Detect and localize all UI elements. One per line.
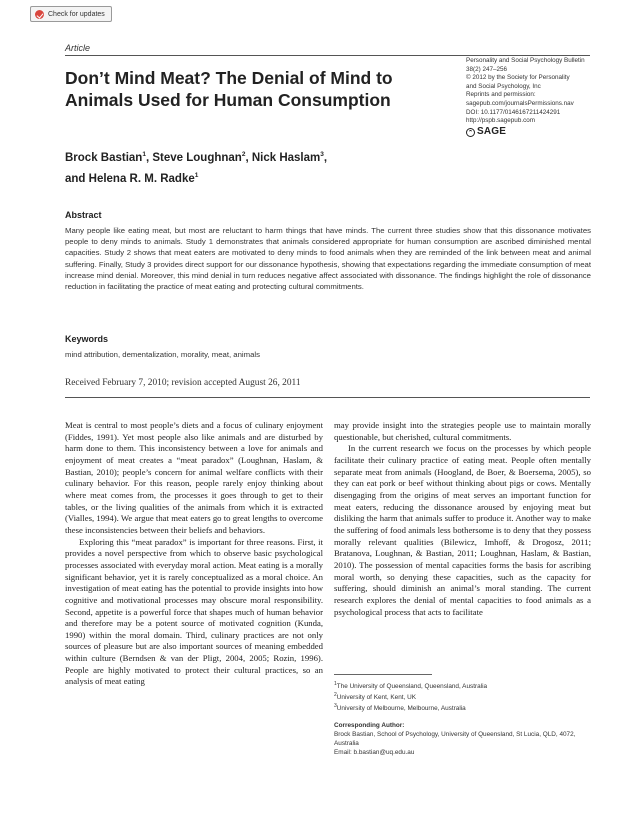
- body-column-left: [65, 420, 323, 688]
- received-dates: Received February 7, 2010; revision accepted August 26, 2011: [65, 378, 301, 388]
- author-name: Helena R. M. Radke: [88, 172, 195, 185]
- meta-line: Reprints and permission:: [466, 91, 536, 99]
- article-title: Don’t Mind Meat? The Denial of Mind to Animals Used for Human Consumption: [65, 68, 393, 110]
- meta-line: DOI: 10.1177/0146167211424291: [466, 108, 561, 116]
- meta-line: sagepub.com/journalsPermissions.nav: [466, 99, 574, 107]
- body-paragraph: Exploring this “meat paradox” is important for three reasons. First, it provides a novel perspective from which to observe basic psychological processes associated with everyday moral action. Meat eating is a morally significant behavior, yet it is rarely conceptualized as a moral choice. An investigation of meat eating has the potential to provide insights into how cognitive and motivational processes may obscure moral responsibility. Second, appetite is a powerful force that shapes much of human behavior and therefore may be a potent source of motivated cognition (Kunda, 1990) within the moral domain. Third, culinary practices are not only sources of pleasure but are also important sources of meaning embedded within culture (Berndsen & van der Pligt, 2004, 2005; Rozin, 1996). People are highly motivated to protect their cultural practices, so an analysis of meat eating: [65, 536, 323, 687]
- author-affiliation-mark: 2: [241, 151, 246, 158]
- journal-meta: [466, 57, 616, 137]
- abstract-heading: Abstract: [65, 210, 102, 220]
- header-rule: [65, 55, 590, 56]
- footnote-rule: [334, 674, 432, 675]
- author-name: Nick Haslam: [251, 151, 321, 164]
- author-affiliation-mark: 1: [194, 171, 199, 179]
- affiliation-line: $^2$University of Kent, Kent, UK: [334, 692, 416, 702]
- meta-line: and Social Psychology, Inc: [466, 82, 541, 90]
- body-paragraph: may provide insight into the strategies people use to maintain morally questionable, but cherished, cultural commitments.: [334, 420, 591, 442]
- body-rule: [65, 397, 590, 398]
- author-affiliation-mark: 1: [142, 151, 146, 158]
- check-for-updates-button[interactable]: [30, 6, 112, 22]
- affiliation-line: $^3$University of Melbourne, Melbourne, Australia: [334, 703, 466, 713]
- affiliation-line: $^1$The University of Queensland, Queensland, Australia: [334, 681, 488, 691]
- check-updates-icon: [35, 10, 44, 19]
- body-column-right: [334, 420, 591, 618]
- author-list: Brock Bastian$^1$, Steve Loughnan$^2$, Nick Haslam$^3$, and Helena R. M. Radke$^1$: [65, 151, 328, 185]
- corresponding-email[interactable]: Email: b.bastian@uq.edu.au: [334, 749, 415, 757]
- corresponding-author: [334, 721, 591, 757]
- footnotes: [334, 680, 591, 757]
- body-paragraph: Meat is central to most people’s diets and a focus of culinary enjoyment (Fiddes, 1991). Yet most people also like animals and are disturbed by harm done to them. This inconsistency between a love for animals and enjoyment of meat creates a “meat paradox” (Loughnan, Haslam, & Bastian, 2010); people’s concern for animal welfare conflicts with their culinary behavior. For this reason, people rarely enjoy thinking about where meat comes from, the processes it goes through to get to their tables, or the living qualities of the animals from which it is extracted (Vialles, 1994). We argue that meat eaters go to great lengths to overcome these inconsistencies between their beliefs and behaviors.: [65, 420, 323, 535]
- check-for-updates-label: Check for updates: [48, 10, 105, 18]
- author-affiliation-mark: 3: [320, 151, 324, 158]
- corresponding-heading: Corresponding Author:: [334, 722, 405, 730]
- meta-line: Personality and Social Psychology Bulletin: [466, 57, 585, 64]
- author-name: Brock Bastian: [65, 151, 143, 164]
- meta-line: © 2012 by the Society for Personality: [466, 74, 570, 82]
- sage-logo-text: SAGE: [477, 125, 507, 137]
- meta-line: http://pspb.sagepub.com: [466, 117, 535, 125]
- corresponding-address: Brock Bastian, School of Psychology, University of Queensland, St Lucia, QLD, 4072, Australia: [334, 731, 576, 748]
- abstract-text: Many people like eating meat, but most are reluctant to harm things that have minds. The current three studies show that this dissonance motivates people to deny minds to animals. Study 1 demonstrates that animals considered appropriate for human consumption are ascribed diminished mental capacities. Study 2 shows that meat eaters are motivated to deny minds to food animals when they are reminded of the link between meat and animal suffering. Finally, Study 3 provides direct support for our dissonance hypothesis, showing that expectations regarding the immediate consumption of meat increase mind denial. Moreover, this mind denial in turn reduces negative affect associated with dissonance. The findings highlight the role of dissonance reduction in facilitating the practice of meat eating and protecting cultural commitments.: [65, 226, 591, 292]
- sage-logo: [466, 125, 616, 137]
- keywords-text: mind attribution, dementalization, morality, meat, animals: [65, 350, 260, 359]
- section-label: Article: [65, 43, 91, 53]
- author-name: Steve Loughnan: [152, 151, 242, 164]
- body-paragraph: In the current research we focus on the processes by which people facilitate their culinary practice of eating meat. People often mentally separate meat from animals (Hoogland, de Boer, & Boersema, 2005), so they can eat pork or beef without thinking about pigs or cows. Mentally disengaging from the origins of meat serves an important function for meat eaters, reducing the dissonance aroused by enjoying meat but disliking the harm that animals suffer to produce it. Another way to make the suffering of food animals less bothersome is to deny that they possess morally relevant qualities (Bilewicz, Imhoff, & Drogosz, 2011; Bratanova, Loughnan, & Bastian, 2011; Loughnan, Haslam, & Bastian, 2010). The possession of mental capacities forms the basis for ascribing moral worth, so denying these capacities, such as the capacity for suffering, should diminish an animal’s moral standing. The current research explores the denial of mental capacities to food animals as a psychological process that acts to facilitate: [334, 443, 591, 617]
- meta-line: 38(2) 247–256: [466, 65, 507, 73]
- keywords-heading: Keywords: [65, 334, 109, 344]
- sage-swirl-icon: [466, 128, 475, 137]
